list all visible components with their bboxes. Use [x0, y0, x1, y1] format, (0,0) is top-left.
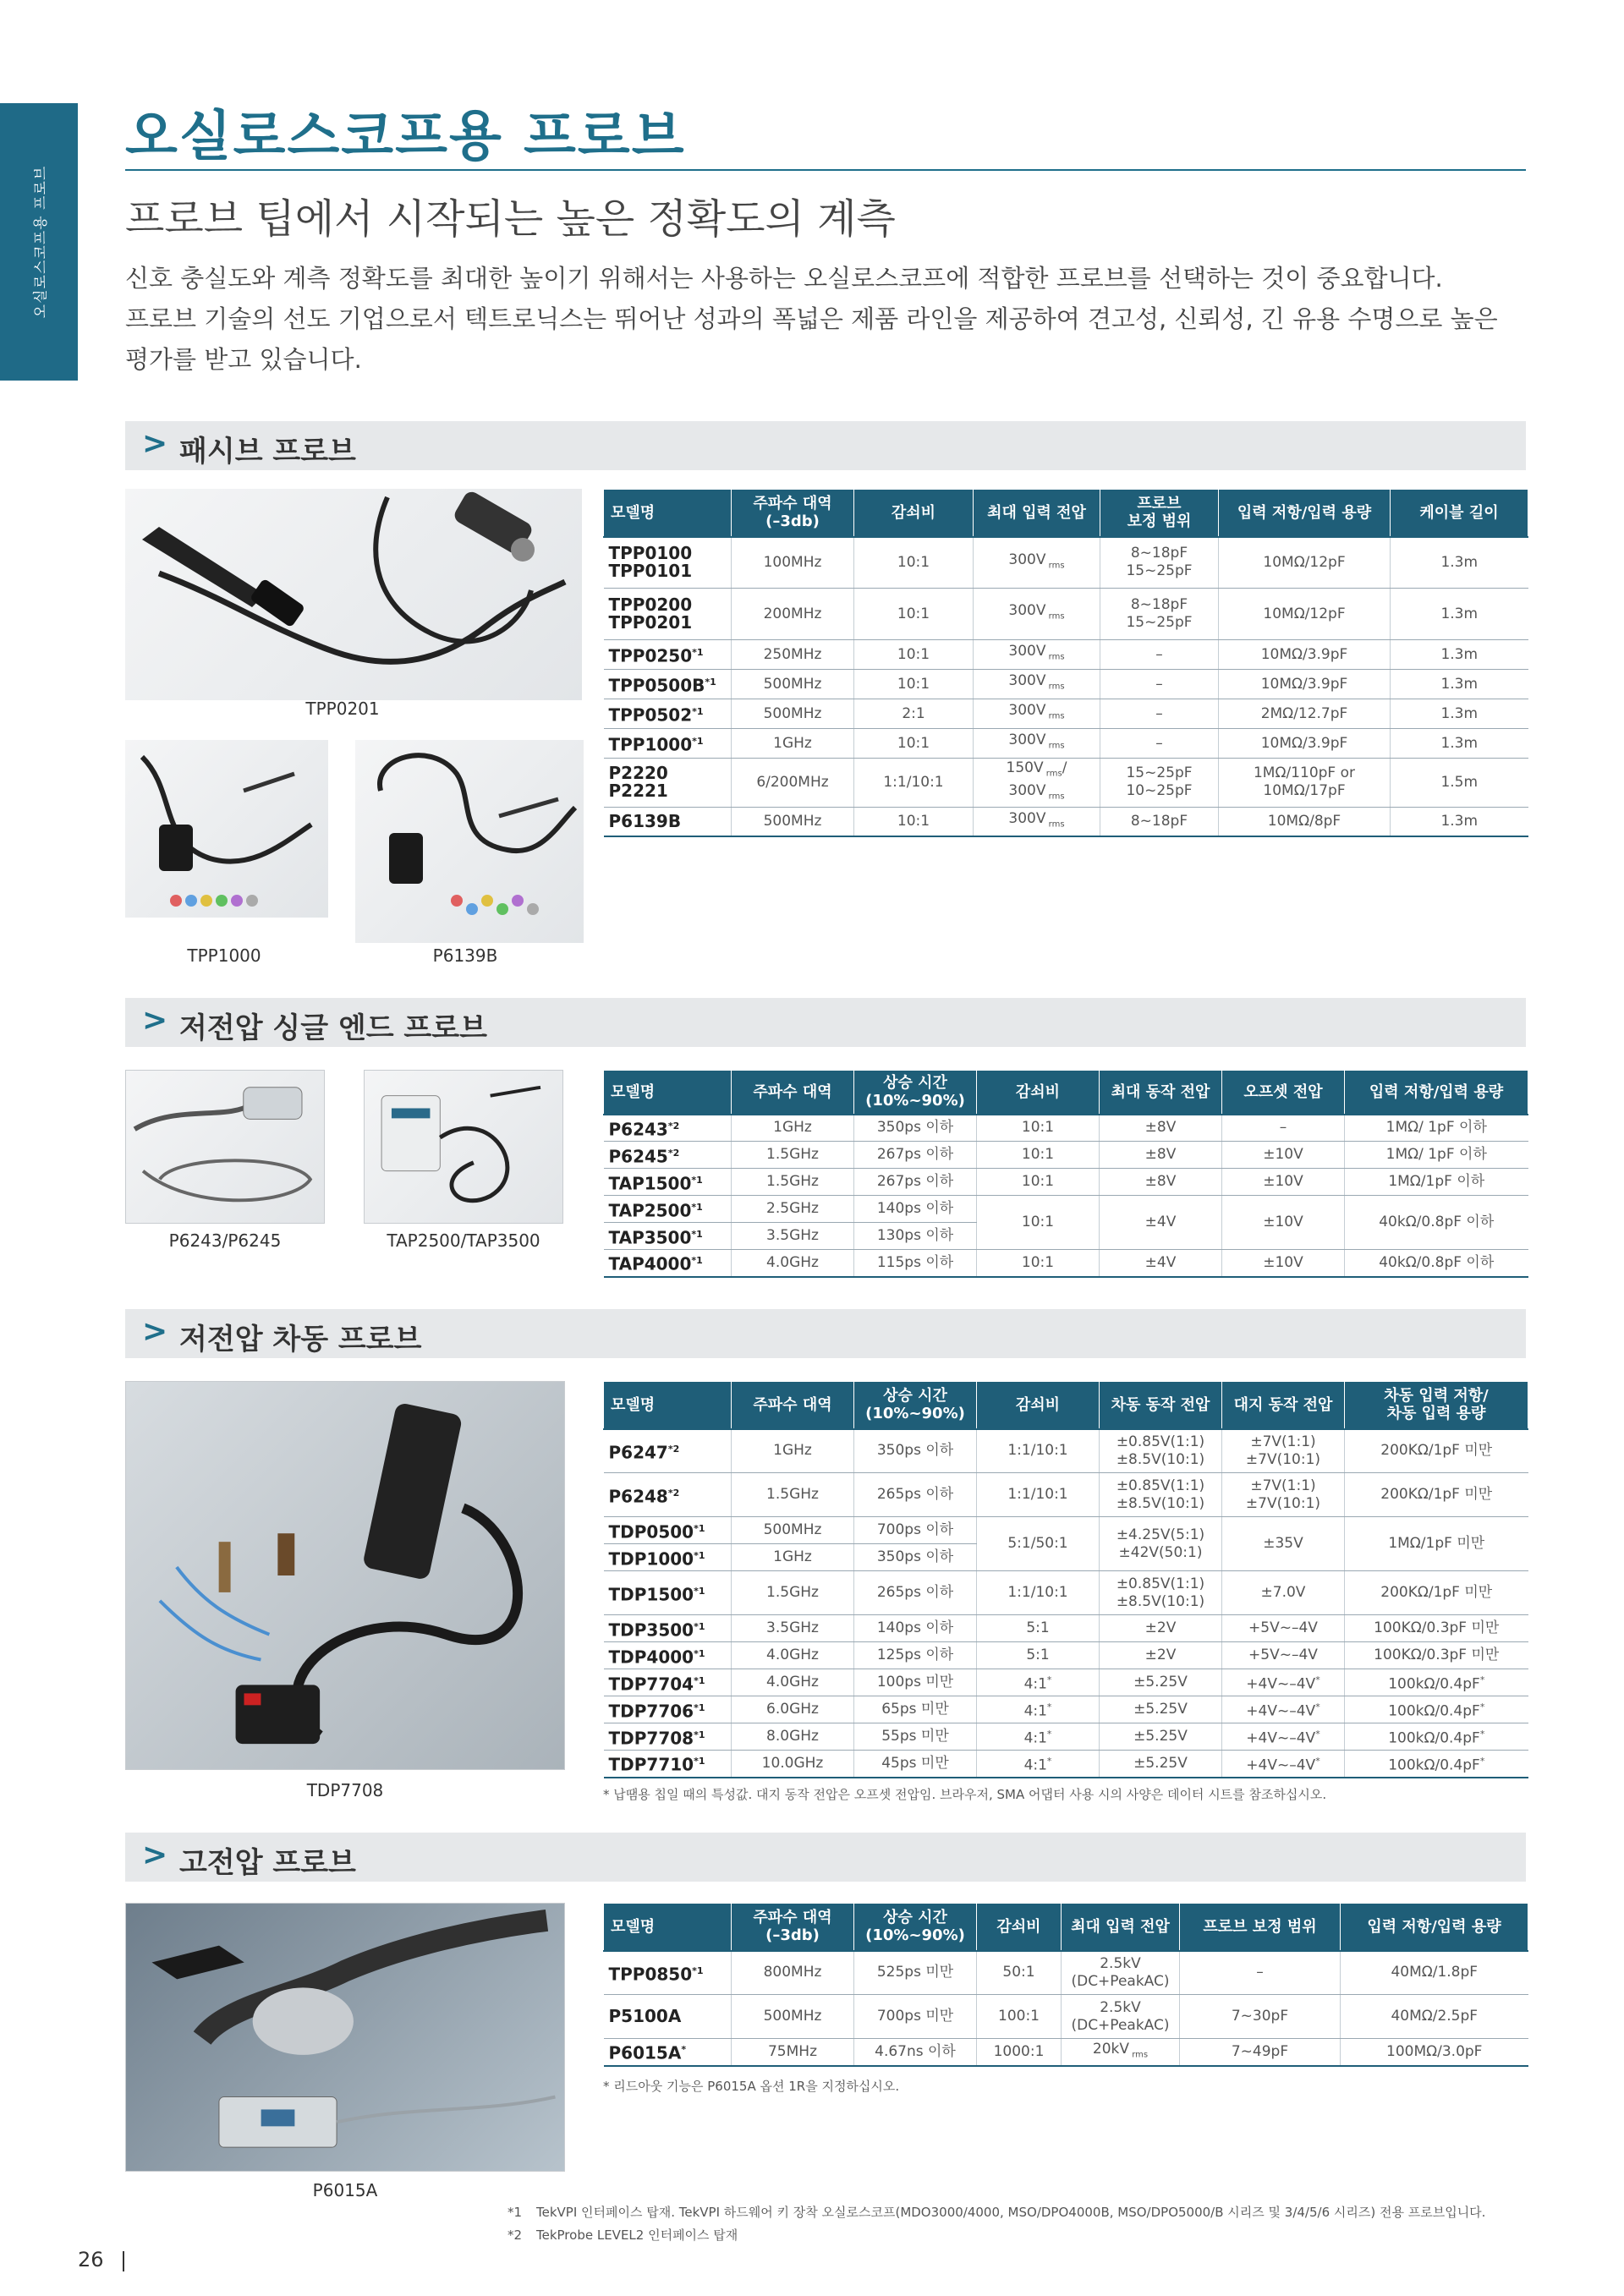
column-header: 프로브 보정 범위: [1100, 490, 1219, 537]
spec-cell: 100KΩ/0.3pF 미만: [1345, 1642, 1528, 1669]
spec-cell: 130ps 이하: [854, 1223, 977, 1250]
spec-cell: 10:1: [977, 1196, 1100, 1250]
spec-cell: 55ps 미만: [854, 1723, 977, 1751]
spec-cell: ±0.85V(1:1) ±8.5V(10:1): [1100, 1571, 1222, 1615]
spec-cell: 1:1/10:1: [977, 1571, 1100, 1615]
spec-cell: 100MHz: [732, 537, 854, 589]
model-name: TDP7708$^{*1}$: [604, 1723, 732, 1751]
spec-cell: 1GHz: [732, 729, 854, 759]
spec-cell: 200KΩ/1pF 미만: [1345, 1429, 1528, 1473]
spec-cell: 8~18pF: [1100, 807, 1219, 836]
spec-cell: 140ps 이하: [854, 1196, 977, 1223]
table-row: [604, 1473, 1528, 1517]
spec-cell: 1GHz: [732, 1429, 854, 1473]
table-row: [604, 699, 1528, 729]
photo-caption: P6015A: [312, 2180, 378, 2200]
spec-cell: –: [1100, 640, 1219, 670]
high-voltage-table: [603, 1903, 1528, 2067]
spec-cell: 10:1: [854, 729, 974, 759]
spec-cell: 3.5GHz: [732, 1223, 854, 1250]
spec-cell: 265ps 이하: [854, 1473, 977, 1517]
chevron-right-icon: >: [142, 426, 168, 461]
spec-cell: 10:1: [977, 1115, 1100, 1142]
spec-cell: 200KΩ/1pF 미만: [1345, 1571, 1528, 1615]
spec-cell: 1:1/10:1: [977, 1473, 1100, 1517]
spec-cell: 100kΩ/0.4pF*: [1345, 1696, 1528, 1723]
photo-p6015a: [125, 1903, 565, 2172]
spec-cell: 10:1: [977, 1142, 1100, 1169]
spec-cell: 10:1: [977, 1169, 1100, 1196]
spec-cell: 6/200MHz: [732, 759, 854, 808]
page-subtitle: 프로브 팁에서 시작되는 높은 정확도의 계측: [125, 195, 896, 243]
spec-cell: +4V~–4V*: [1222, 1669, 1345, 1696]
spec-cell: 1:1/10:1: [854, 759, 974, 808]
spec-cell: 10MΩ/3.9pF: [1219, 729, 1391, 759]
column-header: 주파수 대역: [732, 1382, 854, 1429]
side-tab-label: 오실로스코프용 프로브: [32, 165, 50, 319]
photo-caption: TPP0201: [305, 699, 380, 719]
intro-text: [125, 258, 1529, 380]
photo-tpp1000: [125, 740, 328, 918]
spec-cell: 1MΩ/1pF 미만: [1345, 1517, 1528, 1571]
spec-cell: –: [1100, 729, 1219, 759]
spec-cell: 1.5m: [1391, 759, 1528, 808]
spec-cell: 2MΩ/12.7pF: [1219, 699, 1391, 729]
spec-cell: 5:1/50:1: [977, 1517, 1100, 1571]
section-title: 저전압 싱글 엔드 프로브: [179, 1011, 487, 1045]
column-header: 차동 입력 저항/ 차동 입력 용량: [1345, 1382, 1528, 1429]
model-name: TDP0500$^{*1}$: [604, 1517, 732, 1544]
table-row: [604, 759, 1528, 808]
photo-caption: TAP2500/TAP3500: [387, 1230, 540, 1251]
spec-cell: ±35V: [1222, 1517, 1345, 1571]
model-name: $TPP0500B^{*1}$: [604, 670, 732, 699]
spec-cell: 4.0GHz: [732, 1669, 854, 1696]
spec-cell: 1.5GHz: [732, 1169, 854, 1196]
spec-cell: 4:1*: [977, 1751, 1100, 1778]
spec-cell: 5:1: [977, 1615, 1100, 1642]
spec-cell: 200MHz: [732, 589, 854, 640]
column-header: 감쇠비: [977, 1904, 1062, 1951]
model-name: TAP1500$^{*1}$: [604, 1169, 732, 1196]
spec-cell: ±10V: [1222, 1169, 1345, 1196]
column-header: 상승 시간 (10%~90%): [854, 1904, 977, 1951]
table-row: [604, 807, 1528, 836]
page-title: 오실로스코프용 프로브: [125, 106, 686, 168]
section-passive: [125, 421, 1526, 470]
photo-caption: TDP7708: [306, 1780, 384, 1800]
spec-cell: 7~30pF: [1180, 1995, 1341, 2039]
spec-cell: 2.5kV (DC+PeakAC): [1062, 1995, 1180, 2039]
spec-cell: 300V $_{rms}$: [974, 807, 1100, 836]
column-header: 대지 동작 전압: [1222, 1382, 1345, 1429]
spec-cell: 350ps 이하: [854, 1429, 977, 1473]
spec-cell: +4V~–4V*: [1222, 1696, 1345, 1723]
section-low-voltage-single-ended: [125, 998, 1526, 1047]
spec-cell: 100kΩ/0.4pF*: [1345, 1723, 1528, 1751]
spec-cell: 1.5GHz: [732, 1571, 854, 1615]
photo-caption: P6139B: [432, 945, 498, 966]
model-name: P6015A*: [604, 2039, 732, 2066]
spec-cell: 700ps 이하: [854, 1517, 977, 1544]
table-row: [604, 1642, 1528, 1669]
column-header: 오프셋 전압: [1222, 1071, 1345, 1115]
section-high-voltage: [125, 1833, 1526, 1882]
spec-cell: ±4V: [1100, 1196, 1222, 1250]
spec-cell: 100kΩ/0.4pF*: [1345, 1751, 1528, 1778]
spec-cell: 300V $_{rms}$: [974, 589, 1100, 640]
spec-cell: 20kV $_{rms}$: [1062, 2039, 1180, 2066]
spec-cell: 4:1*: [977, 1669, 1100, 1696]
spec-cell: 40kΩ/0.8pF 이하: [1345, 1250, 1528, 1277]
spec-cell: +4V~–4V*: [1222, 1751, 1345, 1778]
spec-cell: ±7.0V: [1222, 1571, 1345, 1615]
spec-cell: 1.3m: [1391, 807, 1528, 836]
chevron-right-icon: >: [142, 1314, 168, 1349]
model-name: P6248$^{*2}$: [604, 1473, 732, 1517]
spec-cell: –: [1100, 670, 1219, 699]
spec-cell: ±8V: [1100, 1142, 1222, 1169]
spec-cell: 10:1: [977, 1250, 1100, 1277]
intro-line: 프로브 기술의 선도 기업으로서 텍트로닉스는 뛰어난 성과의 폭넓은 제품 라인을 제공하여 견고성, 신뢰성, 긴 유용 수명으로 높은: [125, 304, 1498, 333]
photo-p6139b: [355, 740, 584, 943]
table-row: [604, 1571, 1528, 1615]
model-name: TDP7710$^{*1}$: [604, 1751, 732, 1778]
spec-cell: 10:1: [854, 640, 974, 670]
table-note: * 리드아웃 기능은 P6015A 옵션 1R을 지정하십시오.: [603, 2079, 900, 2094]
page-number-divider: [123, 2251, 124, 2271]
spec-cell: –: [1180, 1951, 1341, 1995]
spec-cell: 115ps 이하: [854, 1250, 977, 1277]
spec-cell: 10MΩ/12pF: [1219, 537, 1391, 589]
spec-cell: 500MHz: [732, 807, 854, 836]
model-name: TAP4000$^{*1}$: [604, 1250, 732, 1277]
spec-cell: 350ps 이하: [854, 1544, 977, 1571]
photo-tpp0201: [125, 489, 582, 700]
spec-cell: ±5.25V: [1100, 1723, 1222, 1751]
table-row: [604, 640, 1528, 670]
footnote-mark: *1: [508, 2205, 523, 2220]
model-name: TDP1500$^{*1}$: [604, 1571, 732, 1615]
spec-cell: 40kΩ/0.8pF 이하: [1345, 1196, 1528, 1250]
spec-cell: 3.5GHz: [732, 1615, 854, 1642]
column-header: 입력 저항/입력 용량: [1345, 1071, 1528, 1115]
table-row: [604, 1250, 1528, 1277]
chevron-right-icon: >: [142, 1838, 168, 1872]
spec-cell: 2.5kV (DC+PeakAC): [1062, 1951, 1180, 1995]
spec-cell: 8~18pF 15~25pF: [1100, 537, 1219, 589]
spec-cell: 500MHz: [732, 670, 854, 699]
column-header: 차동 동작 전압: [1100, 1382, 1222, 1429]
spec-cell: ±5.25V: [1100, 1751, 1222, 1778]
spec-cell: 10MΩ/3.9pF: [1219, 640, 1391, 670]
photo-caption: P6243/P6245: [168, 1230, 282, 1251]
photo-tdp7708: [125, 1381, 565, 1770]
spec-cell: ±7V(1:1) ±7V(10:1): [1222, 1473, 1345, 1517]
spec-cell: 200KΩ/1pF 미만: [1345, 1473, 1528, 1517]
spec-cell: 300V $_{rms}$: [974, 640, 1100, 670]
section-title: 저전압 차동 프로브: [179, 1323, 422, 1356]
spec-cell: 4.67ns 이하: [854, 2039, 977, 2066]
column-header: 입력 저항/입력 용량: [1341, 1904, 1528, 1951]
column-header: 입력 저항/입력 용량: [1219, 490, 1391, 537]
spec-cell: 7~49pF: [1180, 2039, 1341, 2066]
page-number: 26: [78, 2248, 104, 2271]
model-name: P6243$^{*2}$: [604, 1115, 732, 1142]
spec-cell: 300V $_{rms}$: [974, 670, 1100, 699]
spec-cell: 150V $_{rms}$/ 300V $_{rms}$: [974, 759, 1100, 808]
spec-cell: ±8V: [1100, 1169, 1222, 1196]
spec-cell: 300V $_{rms}$: [974, 537, 1100, 589]
model-name: TDP4000$^{*1}$: [604, 1642, 732, 1669]
table-row: [604, 1995, 1528, 2039]
model-name: P2220 P2221: [604, 759, 732, 808]
spec-cell: 2:1: [854, 699, 974, 729]
spec-cell: 100ps 미만: [854, 1669, 977, 1696]
footnotes: [508, 2201, 1485, 2247]
spec-cell: 300V $_{rms}$: [974, 699, 1100, 729]
spec-cell: 1.3m: [1391, 589, 1528, 640]
table-row: [604, 537, 1528, 589]
spec-cell: 1.5GHz: [732, 1473, 854, 1517]
column-header: 감쇠비: [977, 1382, 1100, 1429]
spec-cell: –: [1222, 1115, 1345, 1142]
spec-cell: 4.0GHz: [732, 1642, 854, 1669]
column-header: 상승 시간 (10%~90%): [854, 1382, 977, 1429]
model-name: TDP1000$^{*1}$: [604, 1544, 732, 1571]
photo-p6243: [125, 1070, 325, 1224]
spec-cell: 500MHz: [732, 1517, 854, 1544]
model-name: TPP0200 TPP0201: [604, 589, 732, 640]
spec-cell: 10:1: [854, 807, 974, 836]
table-row: [604, 1115, 1528, 1142]
column-header: 최대 동작 전압: [1100, 1071, 1222, 1115]
spec-cell: 50:1: [977, 1951, 1062, 1995]
spec-cell: 1MΩ/ 1pF 이하: [1345, 1115, 1528, 1142]
spec-cell: 265ps 이하: [854, 1571, 977, 1615]
table-row: [604, 1142, 1528, 1169]
section-low-voltage-differential: [125, 1309, 1526, 1358]
column-header: 모델명: [604, 1382, 732, 1429]
spec-cell: ±4V: [1100, 1250, 1222, 1277]
model-name: TDP7706$^{*1}$: [604, 1696, 732, 1723]
spec-cell: 125ps 이하: [854, 1642, 977, 1669]
spec-cell: 2.5GHz: [732, 1196, 854, 1223]
spec-cell: 10.0GHz: [732, 1751, 854, 1778]
spec-cell: 1.3m: [1391, 699, 1528, 729]
spec-cell: ±2V: [1100, 1642, 1222, 1669]
spec-cell: 1.3m: [1391, 670, 1528, 699]
table-row: [604, 1615, 1528, 1642]
spec-cell: 1.3m: [1391, 729, 1528, 759]
column-header: 모델명: [604, 1904, 732, 1951]
model-name: P6245$^{*2}$: [604, 1142, 732, 1169]
spec-cell: +5V~–4V: [1222, 1642, 1345, 1669]
low-voltage-differential-table: [603, 1381, 1528, 1778]
spec-cell: 10MΩ/8pF: [1219, 807, 1391, 836]
spec-cell: 75MHz: [732, 2039, 854, 2066]
intro-line: 신호 충실도와 계측 정확도를 최대한 높이기 위해서는 사용하는 오실로스코프에 적합한 프로브를 선택하는 것이 중요합니다.: [125, 264, 1443, 293]
table-row: [604, 1169, 1528, 1196]
spec-cell: ±5.25V: [1100, 1669, 1222, 1696]
spec-cell: ±10V: [1222, 1250, 1345, 1277]
spec-cell: ±0.85V(1:1) ±8.5V(10:1): [1100, 1473, 1222, 1517]
column-header: 감쇠비: [854, 490, 974, 537]
table-row: [604, 1751, 1528, 1778]
model-name: P5100A: [604, 1995, 732, 2039]
table-row: [604, 2039, 1528, 2066]
model-name: TPP0850$^{*1}$: [604, 1951, 732, 1995]
model-name: TDP3500$^{*1}$: [604, 1615, 732, 1642]
spec-cell: 8.0GHz: [732, 1723, 854, 1751]
model-name: TAP3500$^{*1}$: [604, 1223, 732, 1250]
spec-cell: 1GHz: [732, 1544, 854, 1571]
spec-cell: 267ps 이하: [854, 1169, 977, 1196]
column-header: 모델명: [604, 490, 732, 537]
spec-cell: 10MΩ/12pF: [1219, 589, 1391, 640]
spec-cell: 1.3m: [1391, 640, 1528, 670]
spec-cell: ±8V: [1100, 1115, 1222, 1142]
spec-cell: 100MΩ/3.0pF: [1341, 2039, 1528, 2066]
model-name: TPP1000$^{*1}$: [604, 729, 732, 759]
table-row: [604, 1429, 1528, 1473]
spec-cell: 10:1: [854, 589, 974, 640]
spec-cell: 250MHz: [732, 640, 854, 670]
spec-cell: 4:1*: [977, 1696, 1100, 1723]
spec-cell: 4:1*: [977, 1723, 1100, 1751]
spec-cell: 1MΩ/110pF or 10MΩ/17pF: [1219, 759, 1391, 808]
passive-probe-table: [603, 489, 1528, 837]
spec-cell: 1.5GHz: [732, 1142, 854, 1169]
column-header: 프로브 보정 범위: [1180, 1904, 1341, 1951]
spec-cell: 525ps 미만: [854, 1951, 977, 1995]
spec-cell: 8~18pF 15~25pF: [1100, 589, 1219, 640]
spec-cell: 40MΩ/2.5pF: [1341, 1995, 1528, 2039]
spec-cell: ±2V: [1100, 1615, 1222, 1642]
spec-cell: 267ps 이하: [854, 1142, 977, 1169]
footnote: [508, 2201, 1485, 2224]
column-header: 모델명: [604, 1071, 732, 1115]
spec-cell: 100kΩ/0.4pF*: [1345, 1669, 1528, 1696]
spec-cell: –: [1100, 699, 1219, 729]
spec-cell: 1000:1: [977, 2039, 1062, 2066]
spec-cell: ±10V: [1222, 1142, 1345, 1169]
spec-cell: 1GHz: [732, 1115, 854, 1142]
model-name: TPP0502$^{*1}$: [604, 699, 732, 729]
spec-cell: ±10V: [1222, 1196, 1345, 1250]
model-name: TDP7704$^{*1}$: [604, 1669, 732, 1696]
spec-cell: ±7V(1:1) ±7V(10:1): [1222, 1429, 1345, 1473]
spec-cell: 1.3m: [1391, 537, 1528, 589]
spec-cell: 100:1: [977, 1995, 1062, 2039]
spec-cell: 140ps 이하: [854, 1615, 977, 1642]
spec-cell: ±0.85V(1:1) ±8.5V(10:1): [1100, 1429, 1222, 1473]
table-row: [604, 729, 1528, 759]
spec-cell: 500MHz: [732, 1995, 854, 2039]
column-header: 상승 시간 (10%~90%): [854, 1071, 977, 1115]
spec-cell: 700ps 미만: [854, 1995, 977, 2039]
spec-cell: 10:1: [854, 537, 974, 589]
spec-cell: 100KΩ/0.3pF 미만: [1345, 1615, 1528, 1642]
spec-cell: ±4.25V(5:1) ±42V(50:1): [1100, 1517, 1222, 1571]
model-name: TPP0250$^{*1}$: [604, 640, 732, 670]
model-name: P6247$^{*2}$: [604, 1429, 732, 1473]
column-header: 주파수 대역: [732, 1071, 854, 1115]
spec-cell: +5V~–4V: [1222, 1615, 1345, 1642]
intro-line: 평가를 받고 있습니다.: [125, 345, 362, 374]
table-row: [604, 1196, 1528, 1223]
spec-cell: 1MΩ/1pF 이하: [1345, 1169, 1528, 1196]
model-name: TPP0100 TPP0101: [604, 537, 732, 589]
section-title: 고전압 프로브: [179, 1846, 356, 1880]
spec-cell: ±5.25V: [1100, 1696, 1222, 1723]
chevron-right-icon: >: [142, 1003, 168, 1038]
footnote-text: TekVPI 인터페이스 탑재. TekVPI 하드웨어 키 장착 오실로스코프(MDO3000/4000, MSO/DPO4000B, MSO/DPO5000/B 시리즈 및 3/4/5/6 시리즈) 전용 프로브입니다.: [536, 2205, 1486, 2220]
footnote: [508, 2224, 1485, 2247]
photo-caption: TPP1000: [187, 945, 261, 966]
spec-cell: 300V $_{rms}$: [974, 729, 1100, 759]
spec-cell: 65ps 미만: [854, 1696, 977, 1723]
table-row: [604, 1517, 1528, 1544]
spec-cell: 10:1: [854, 670, 974, 699]
photo-tap2500: [364, 1070, 563, 1224]
low-voltage-single-ended-table: [603, 1070, 1528, 1278]
table-row: [604, 589, 1528, 640]
model-name: TAP2500$^{*1}$: [604, 1196, 732, 1223]
table-row: [604, 670, 1528, 699]
spec-cell: +4V~–4V*: [1222, 1723, 1345, 1751]
side-tab: [0, 103, 78, 381]
table-note: * 납땜용 칩일 때의 특성값. 대지 동작 전압은 오프셋 전압임. 브라우저, SMA 어댑터 사용 시의 사양은 데이터 시트를 참조하십시오.: [603, 1787, 1327, 1802]
spec-cell: 500MHz: [732, 699, 854, 729]
table-row: [604, 1723, 1528, 1751]
spec-cell: 4.0GHz: [732, 1250, 854, 1277]
spec-cell: 40MΩ/1.8pF: [1341, 1951, 1528, 1995]
title-divider: [125, 169, 1526, 171]
model-name: P6139B: [604, 807, 732, 836]
footnote-mark: *2: [508, 2228, 523, 2243]
table-row: [604, 1669, 1528, 1696]
section-title: 패시브 프로브: [179, 435, 356, 469]
spec-cell: 15~25pF 10~25pF: [1100, 759, 1219, 808]
spec-cell: 45ps 미만: [854, 1751, 977, 1778]
column-header: 주파수 대역 (–3db): [732, 1904, 854, 1951]
column-header: 최대 입력 전압: [1062, 1904, 1180, 1951]
column-header: 케이블 길이: [1391, 490, 1528, 537]
spec-cell: 10MΩ/3.9pF: [1219, 670, 1391, 699]
spec-cell: 6.0GHz: [732, 1696, 854, 1723]
spec-cell: 350ps 이하: [854, 1115, 977, 1142]
spec-cell: 1:1/10:1: [977, 1429, 1100, 1473]
table-row: [604, 1951, 1528, 1995]
footnote-text: TekProbe LEVEL2 인터페이스 탑재: [536, 2228, 738, 2243]
column-header: 감쇠비: [977, 1071, 1100, 1115]
column-header: 주파수 대역 (–3db): [732, 490, 854, 537]
spec-cell: 5:1: [977, 1642, 1100, 1669]
table-row: [604, 1696, 1528, 1723]
column-header: 최대 입력 전압: [974, 490, 1100, 537]
spec-cell: 800MHz: [732, 1951, 854, 1995]
spec-cell: 1MΩ/ 1pF 이하: [1345, 1142, 1528, 1169]
